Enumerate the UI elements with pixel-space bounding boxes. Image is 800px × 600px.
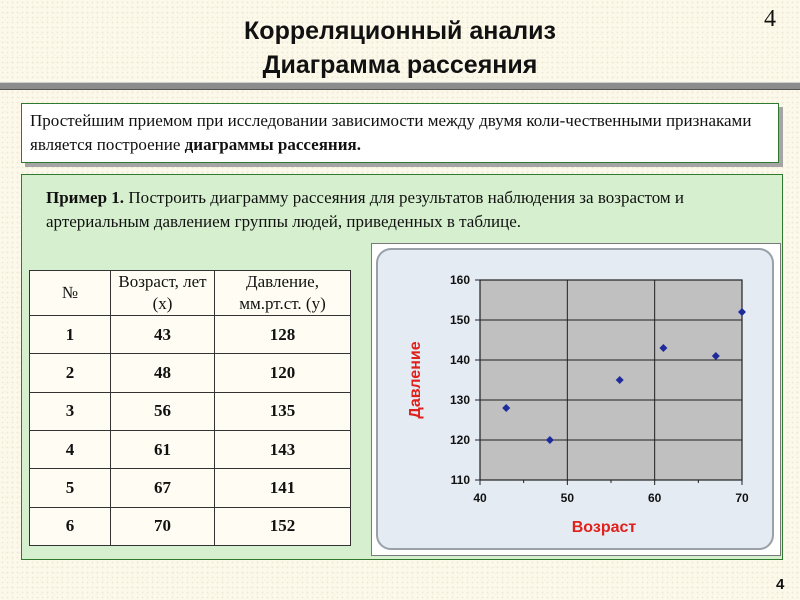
scatter-chart — [371, 243, 781, 556]
y-tick-label: 130 — [449, 393, 470, 407]
title-divider — [0, 82, 800, 90]
table-cell-number: 3 — [30, 392, 111, 430]
table-row — [30, 430, 351, 468]
table-cell-pressure: 141 — [215, 469, 351, 507]
table-cell-pressure: 152 — [215, 507, 351, 545]
intro-text-main: Простейшим приемом при исследовании зависимости между двумя коли-чественными признаками является построение — [30, 111, 752, 154]
table-cell-age: 43 — [111, 316, 215, 354]
table-cell-number: 2 — [30, 354, 111, 392]
y-axis-label: Давление — [407, 341, 424, 419]
table-row — [30, 354, 351, 392]
x-axis-label: Возраст — [571, 519, 637, 536]
title-line-2: Диаграмма рассеяния — [262, 51, 538, 79]
y-tick-label: 110 — [450, 473, 470, 487]
table-header-age: Возраст, лет (x) — [111, 271, 215, 316]
page-number-top: 4 — [764, 6, 776, 32]
y-tick-label: 120 — [449, 433, 470, 447]
table-header-number: № — [30, 271, 111, 316]
data-table — [29, 270, 351, 546]
example-label: Пример 1. — [46, 188, 125, 207]
y-tick-label: 160 — [449, 273, 470, 287]
y-tick-label: 150 — [449, 313, 470, 327]
table-row — [30, 392, 351, 430]
y-tick-label: 140 — [449, 353, 470, 367]
table-cell-pressure: 128 — [215, 316, 351, 354]
table-cell-age: 61 — [111, 430, 215, 468]
table-cell-number: 4 — [30, 430, 111, 468]
table-cell-age: 48 — [111, 354, 215, 392]
table-cell-age: 70 — [111, 507, 215, 545]
intro-text-bold: диаграммы рассеяния. — [184, 135, 361, 154]
table-cell-age: 56 — [111, 392, 215, 430]
table-cell-pressure: 143 — [215, 430, 351, 468]
table-cell-number: 1 — [30, 316, 111, 354]
scatter-chart-svg — [372, 244, 780, 555]
table-header-pressure: Давление, мм.рт.ст. (y) — [215, 271, 351, 316]
example-text — [46, 186, 766, 234]
title-line-1: Корреляционный анализ — [244, 17, 556, 45]
x-tick-label: 50 — [560, 491, 575, 505]
intro-box — [21, 103, 779, 163]
table-cell-number: 6 — [30, 507, 111, 545]
table-cell-number: 5 — [30, 469, 111, 507]
x-tick-label: 60 — [647, 491, 662, 505]
page-number-bottom: 4 — [776, 576, 785, 593]
example-description: Построить диаграмму рассеяния для результатов наблюдения за возрастом и артериальным давлением группы людей, приведенных в таблице. — [46, 188, 685, 231]
table-row — [30, 469, 351, 507]
slide-title — [0, 14, 800, 82]
table-header-row — [30, 271, 351, 316]
table-row — [30, 316, 351, 354]
table-cell-pressure: 120 — [215, 354, 351, 392]
plot-area — [480, 280, 742, 480]
intro-text — [30, 109, 770, 157]
table-cell-age: 67 — [111, 469, 215, 507]
table-cell-pressure: 135 — [215, 392, 351, 430]
table-row — [30, 507, 351, 545]
x-tick-label: 40 — [473, 491, 487, 505]
x-tick-label: 70 — [735, 491, 749, 505]
